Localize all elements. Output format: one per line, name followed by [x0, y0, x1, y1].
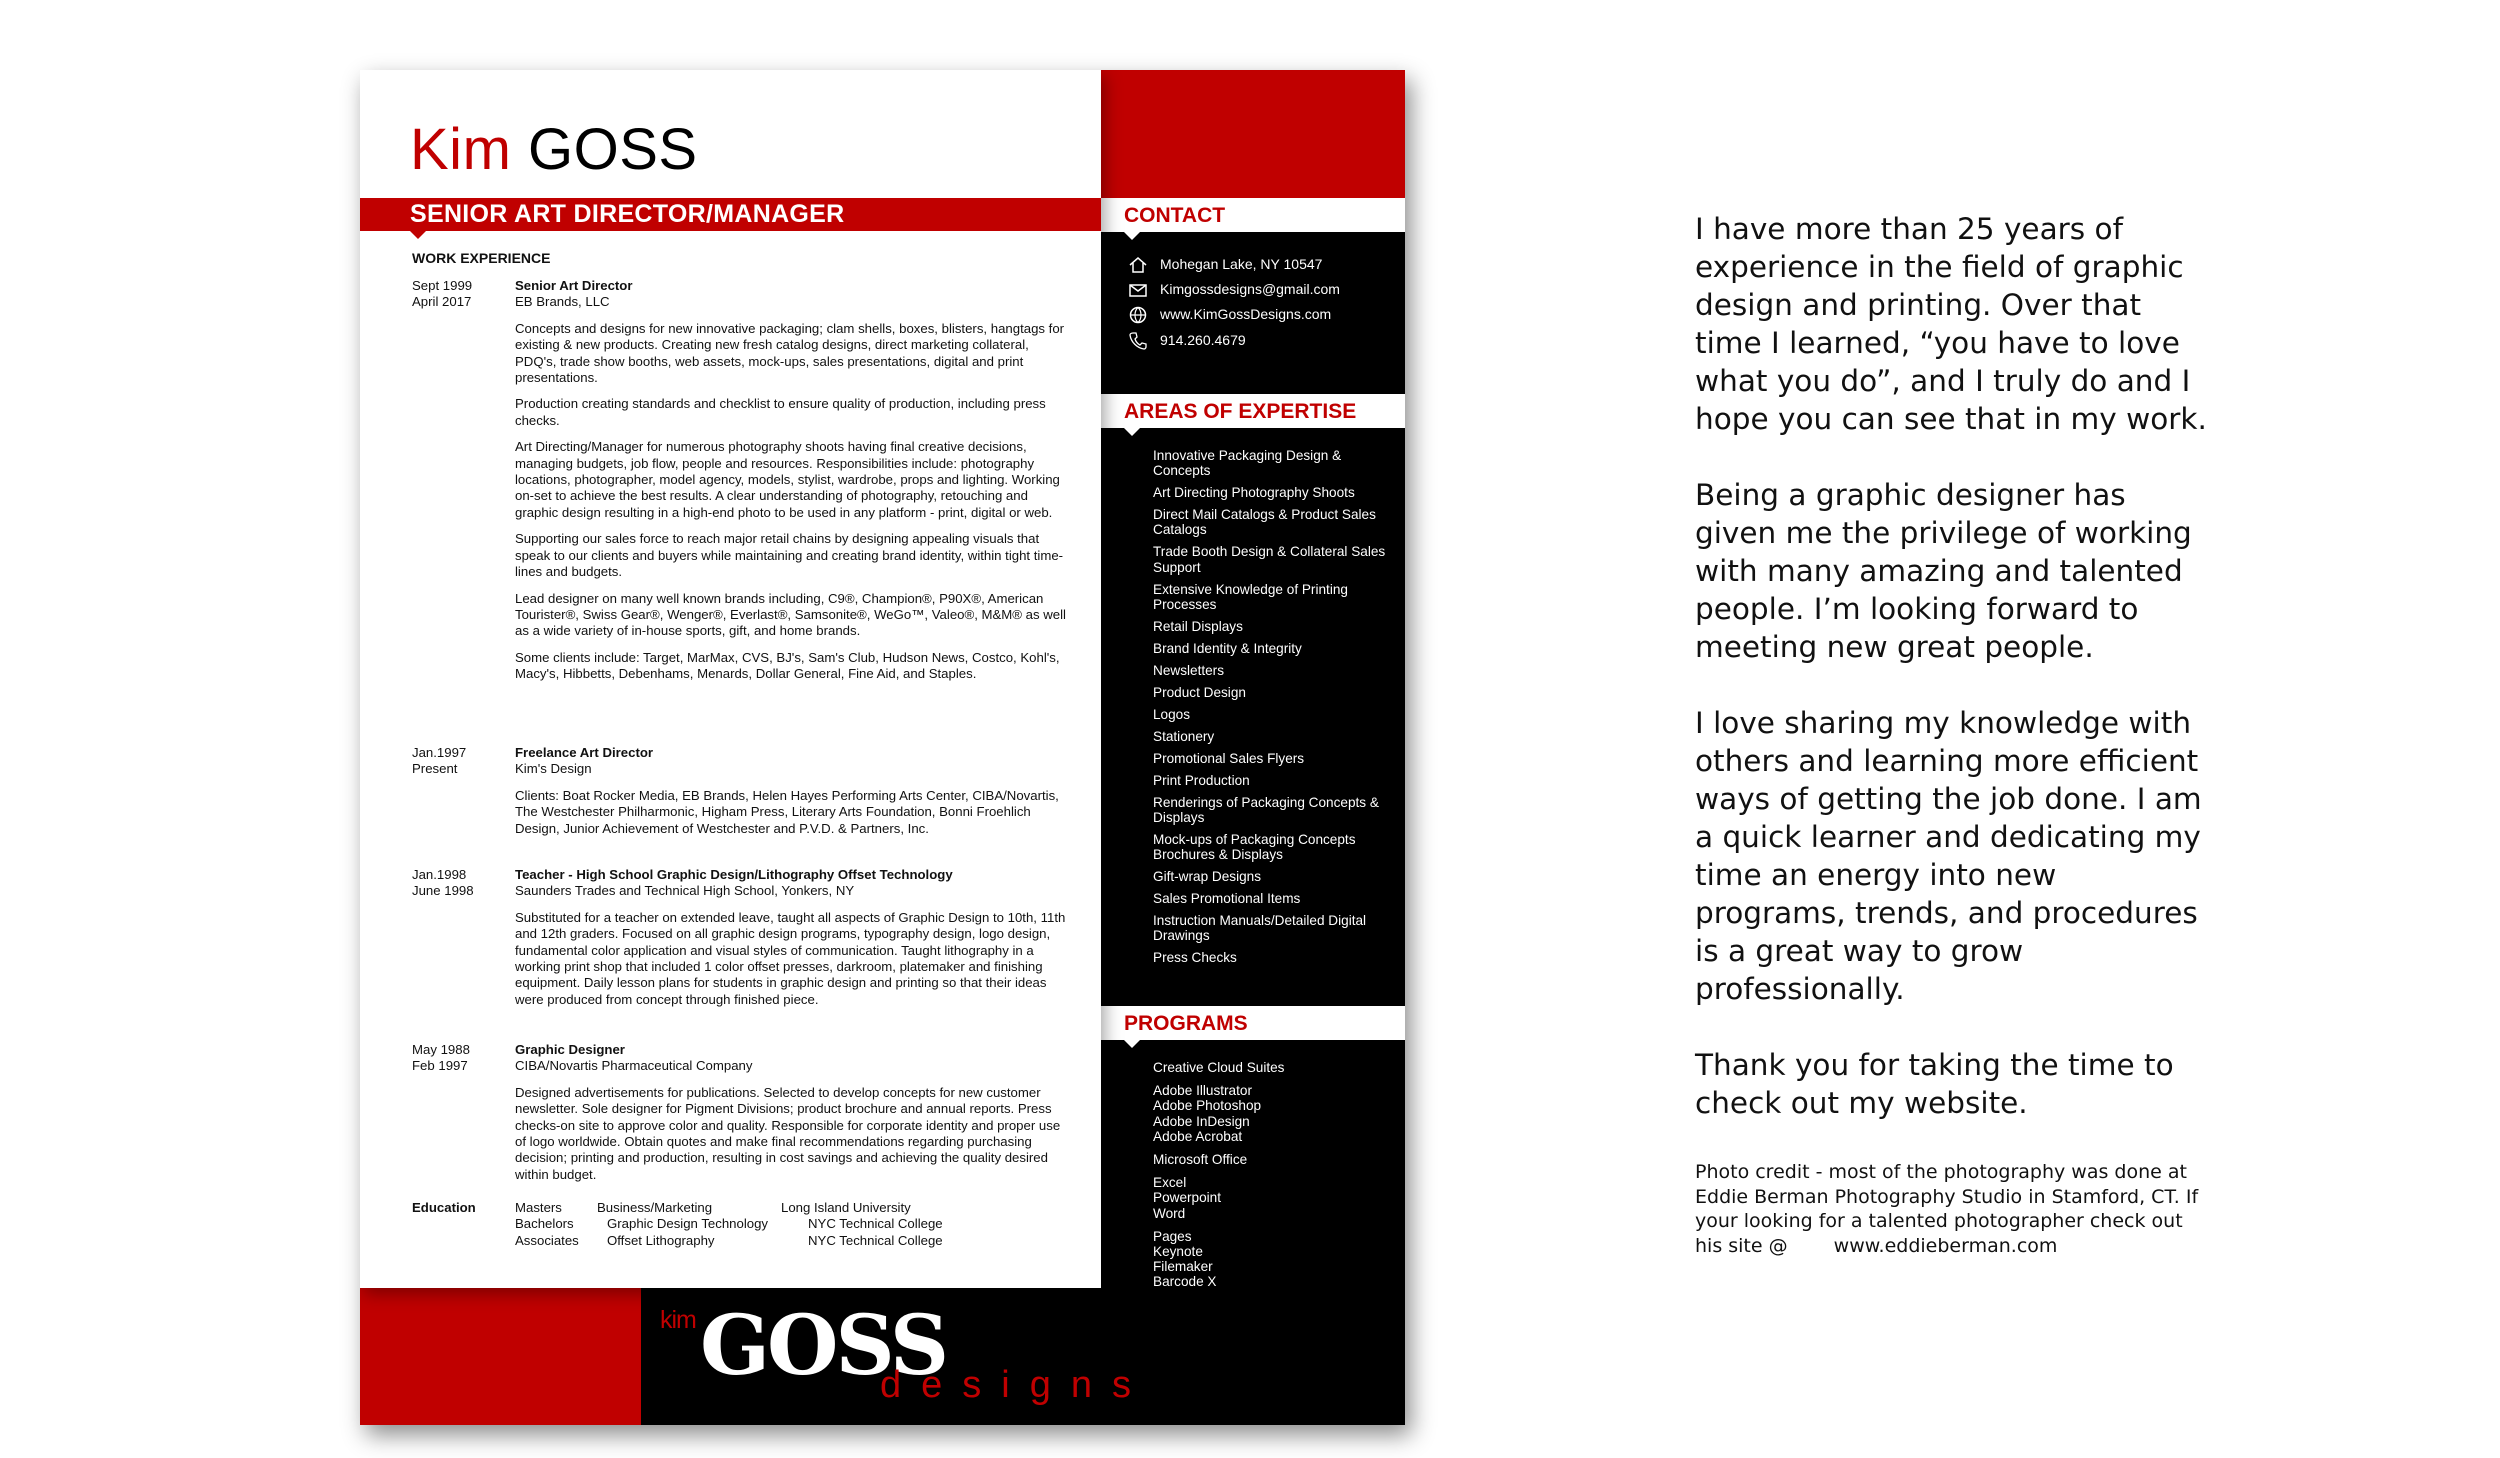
- job-dates: [412, 278, 512, 311]
- expertise-item: Innovative Packaging Design & Concepts: [1153, 448, 1342, 479]
- education-field: Business/Marketing: [597, 1200, 713, 1215]
- job-date-end: Feb 1997: [412, 1058, 468, 1074]
- expertise-item: Brand Identity & Integrity: [1153, 640, 1302, 656]
- expertise-item: Newsletters: [1153, 662, 1225, 678]
- expertise-list: [1153, 448, 1393, 972]
- contact-website: [1128, 304, 1331, 324]
- education-degree: Bachelors: [515, 1216, 574, 1232]
- job-dates: [412, 1042, 512, 1075]
- job-entry: [412, 278, 1072, 683]
- job-entry: [412, 745, 1072, 837]
- header-notch: [1124, 232, 1140, 240]
- job-date-start: Sept 1999: [412, 278, 473, 293]
- expertise-item: Mock-ups of Packaging Concepts Brochures & Displays: [1153, 832, 1356, 863]
- education-row: [515, 1233, 943, 1249]
- about-paragraph: I love sharing my knowledge with others and learning more efficient ways of getting the job done. I am a quick learner and dedicating my time an energy into new programs, trends, and procedures is a great way to grow professionally.: [1695, 706, 2202, 1006]
- job-company: Kim's Design: [515, 761, 592, 777]
- job-title: Senior Art Director: [515, 278, 633, 293]
- job-entry: [412, 867, 1072, 1008]
- job-title: Teacher - High School Graphic Design/Lithography Offset Technology: [515, 867, 953, 882]
- name-last: GOSS: [528, 117, 698, 182]
- job-entry: [412, 1042, 1072, 1183]
- expertise-item: Extensive Knowledge of Printing Processes: [1153, 581, 1348, 612]
- logo-goss: GOSS: [700, 1298, 947, 1394]
- job-paragraph: Supporting our sales force to reach major retail chains by designing appealing visuals that speak to our clients and buyers while maintaining and creating brand identity, within tight time-lines and budgets.: [515, 531, 1064, 580]
- contact-email: [1128, 279, 1340, 299]
- education-label: Education: [412, 1200, 476, 1215]
- programs-list: [1153, 1060, 1393, 1298]
- header-notch: [1124, 1040, 1140, 1048]
- contact-website-text: www.KimGossDesigns.com: [1160, 306, 1332, 322]
- resume-name: [410, 116, 698, 183]
- job-date-end: April 2017: [412, 294, 472, 310]
- expertise-heading: AREAS OF EXPERTISE: [1124, 400, 1357, 423]
- expertise-item: Instruction Manuals/Detailed Digital Drawings: [1153, 913, 1367, 944]
- job-dates: [412, 745, 512, 778]
- resume-document: [360, 70, 1405, 1425]
- expertise-item: Renderings of Packaging Concepts & Displays: [1153, 794, 1379, 826]
- education-school: NYC Technical College: [808, 1216, 943, 1232]
- expertise-item: Product Design: [1153, 684, 1246, 700]
- job-date-end: Present: [412, 761, 458, 777]
- contact-phone-text: 914.260.4679: [1160, 332, 1246, 348]
- job-paragraph: Designed advertisements for publications. Selected to develop concepts for new customer newsletter. Sole designer for Pigment Divisions; product brochure and annual reports. Press checks-on site to approve color and quality. Responsible for corporate identity and proper use of logo worldwide. Obtain quotes and make final recommendations regarding purchasing decision; printing and production, resulting in cost savings and achieving the quality desired within budget.: [515, 1084, 1061, 1182]
- banner-notch: [410, 231, 426, 239]
- name-first: Kim: [410, 117, 512, 182]
- education-row: [515, 1200, 911, 1216]
- job-company: EB Brands, LLC: [515, 294, 610, 310]
- job-paragraph: Production creating standards and checklist to ensure quality of production, including press checks.: [515, 396, 1046, 428]
- work-experience-heading: WORK EXPERIENCE: [412, 250, 551, 266]
- education-row: [515, 1216, 943, 1232]
- programs-header: [1101, 1006, 1405, 1040]
- expertise-item: Art Directing Photography Shoots: [1153, 485, 1355, 501]
- job-paragraph: Substituted for a teacher on extended leave, taught all aspects of Graphic Design to 10th, 11th and 12th graders. Focused on all graphic design programs, typography design, logo design, fundamental color application and visual styles of communication. Taught lithography in a working print shop that included 1 color offset presses, darkroom, platemaker and finishing equipment. Daily lesson plans for students in graphic design and printing so that their ideas were produced from concept through finished piece.: [515, 909, 1066, 1007]
- contact-email-text: Kimgossdesigns@gmail.com: [1160, 281, 1340, 297]
- job-paragraph: Lead designer on many well known brands including, C9®, Champion®, P90X®, American Tourister®, Swiss Gear®, Wenger®, Everlast®, Samsonite®, WeGo™, Valeo®, M&M® as well as a wide variety of in-house sports, gift, and home brands.: [515, 590, 1066, 639]
- job-paragraph: Some clients include: Target, MarMax, CVS, BJ's, Sam's Club, Hudson News, Costco, Kohl's, Macy's, Hibbetts, Debenhams, Menards, Dollar General, Fine Aid, and Staples.: [515, 649, 1060, 682]
- job-company: CIBA/Novartis Pharmaceutical Company: [515, 1058, 753, 1074]
- job-title: Graphic Designer: [515, 1042, 625, 1057]
- program-group: Adobe Illustrator Adobe Photoshop Adobe InDesign Adobe Acrobat: [1153, 1083, 1262, 1144]
- education-field: Offset Lithography: [607, 1232, 715, 1248]
- job-paragraph: Art Directing/Manager for numerous photography shoots having final creative decisions, managing budgets, job flow, people and resources. Responsibilities include: photography locations, photographer, model agency, models, stylist, wardrobe, props and lighting. Working on-set to achieve the best results. A clear understanding of photography, retouching and graphic design resulting in a high-end photo to be used in any platform - print, digital or web.: [515, 439, 1060, 520]
- globe-icon: [1128, 305, 1148, 325]
- program-group: Excel Powerpoint Word: [1153, 1175, 1222, 1221]
- about-paragraph: Thank you for taking the time to check out my website.: [1695, 1048, 2174, 1120]
- contact-phone: [1128, 330, 1246, 350]
- contact-heading: CONTACT: [1124, 204, 1226, 227]
- education-field: Graphic Design Technology: [607, 1216, 769, 1232]
- expertise-item: Retail Displays: [1153, 618, 1243, 634]
- contact-address-text: Mohegan Lake, NY 10547: [1160, 256, 1323, 272]
- logo-kim: kim: [660, 1306, 696, 1334]
- education-school: NYC Technical College: [808, 1232, 943, 1248]
- job-dates: [412, 867, 512, 900]
- program-group: Creative Cloud Suites: [1153, 1060, 1285, 1075]
- resume-main-panel: [360, 70, 1101, 1288]
- expertise-item: Print Production: [1153, 772, 1250, 788]
- job-date-end: June 1998: [412, 883, 474, 899]
- expertise-item: Gift-wrap Designs: [1153, 869, 1262, 885]
- job-date-start: Jan.1998: [412, 867, 467, 882]
- education-degree: Associates: [515, 1232, 579, 1248]
- contact-header: [1101, 198, 1405, 232]
- mail-icon: [1128, 280, 1148, 300]
- expertise-item: Stationery: [1153, 728, 1215, 744]
- about-text: [1695, 210, 2215, 1160]
- program-group: Microsoft Office: [1153, 1152, 1248, 1168]
- expertise-header: [1101, 394, 1405, 428]
- expertise-item: Press Checks: [1153, 950, 1237, 966]
- expertise-item: Direct Mail Catalogs & Product Sales Catalogs: [1153, 507, 1376, 538]
- job-company: Saunders Trades and Technical High School, Yonkers, NY: [515, 883, 855, 899]
- programs-heading: PROGRAMS: [1124, 1012, 1248, 1035]
- photo-credit-text: Photo credit - most of the photography was done at Eddie Berman Photography Studio in Stamford, CT. If your looking for a talented photographer check out his site @: [1695, 1161, 2199, 1257]
- expertise-item: Trade Booth Design & Collateral Sales Support: [1153, 544, 1386, 575]
- logo-designs: designs: [880, 1364, 1151, 1406]
- expertise-item: Sales Promotional Items: [1153, 891, 1301, 907]
- job-title-text: SENIOR ART DIRECTOR/MANAGER: [410, 200, 845, 228]
- job-paragraph: Clients: Boat Rocker Media, EB Brands, Helen Hayes Performing Arts Center, CIBA/Novartis, The Westchester Philharmonic, Higham Press, Literary Arts Foundation, Bonni Froehlich Design, Junior Achievement of Westchester and P.V.D. & Partners, Inc.: [515, 787, 1059, 836]
- red-corner-block: [1101, 70, 1405, 198]
- expertise-item: Promotional Sales Flyers: [1153, 750, 1305, 766]
- photo-credit: [1695, 1160, 2215, 1258]
- job-date-start: Jan.1997: [412, 745, 467, 760]
- job-date-start: May 1988: [412, 1042, 470, 1057]
- contact-address: [1128, 254, 1322, 274]
- about-paragraph: I have more than 25 years of experience in the field of graphic design and printing. Over that time I learned, “you have to love what you do”, and I truly do and I hope you can see that in my work.: [1695, 212, 2207, 436]
- job-title-banner: [360, 198, 1101, 231]
- home-icon: [1128, 255, 1148, 275]
- education-school: Long Island University: [781, 1200, 911, 1215]
- job-title: Freelance Art Director: [515, 745, 654, 760]
- about-paragraph: Being a graphic designer has given me the privilege of working with many amazing and talented people. I’m looking forward to meeting new great people.: [1695, 478, 2192, 664]
- photo-credit-link[interactable]: www.eddieberman.com: [1833, 1234, 2058, 1257]
- education-degree: Masters: [515, 1200, 562, 1215]
- job-paragraph: Concepts and designs for new innovative packaging; clam shells, boxes, blisters, hangtags for existing & new products. Creating new fresh catalog designs, direct marketing collateral, PDQ's, trade show booths, web assets, mock-ups, sales presentations, digital and print presentations.: [515, 320, 1065, 386]
- program-group: Pages Keynote Filemaker Barcode X: [1153, 1228, 1217, 1290]
- expertise-item: Logos: [1153, 706, 1191, 722]
- phone-icon: [1128, 331, 1148, 351]
- red-footer-block: [360, 1288, 641, 1425]
- header-notch: [1124, 428, 1140, 436]
